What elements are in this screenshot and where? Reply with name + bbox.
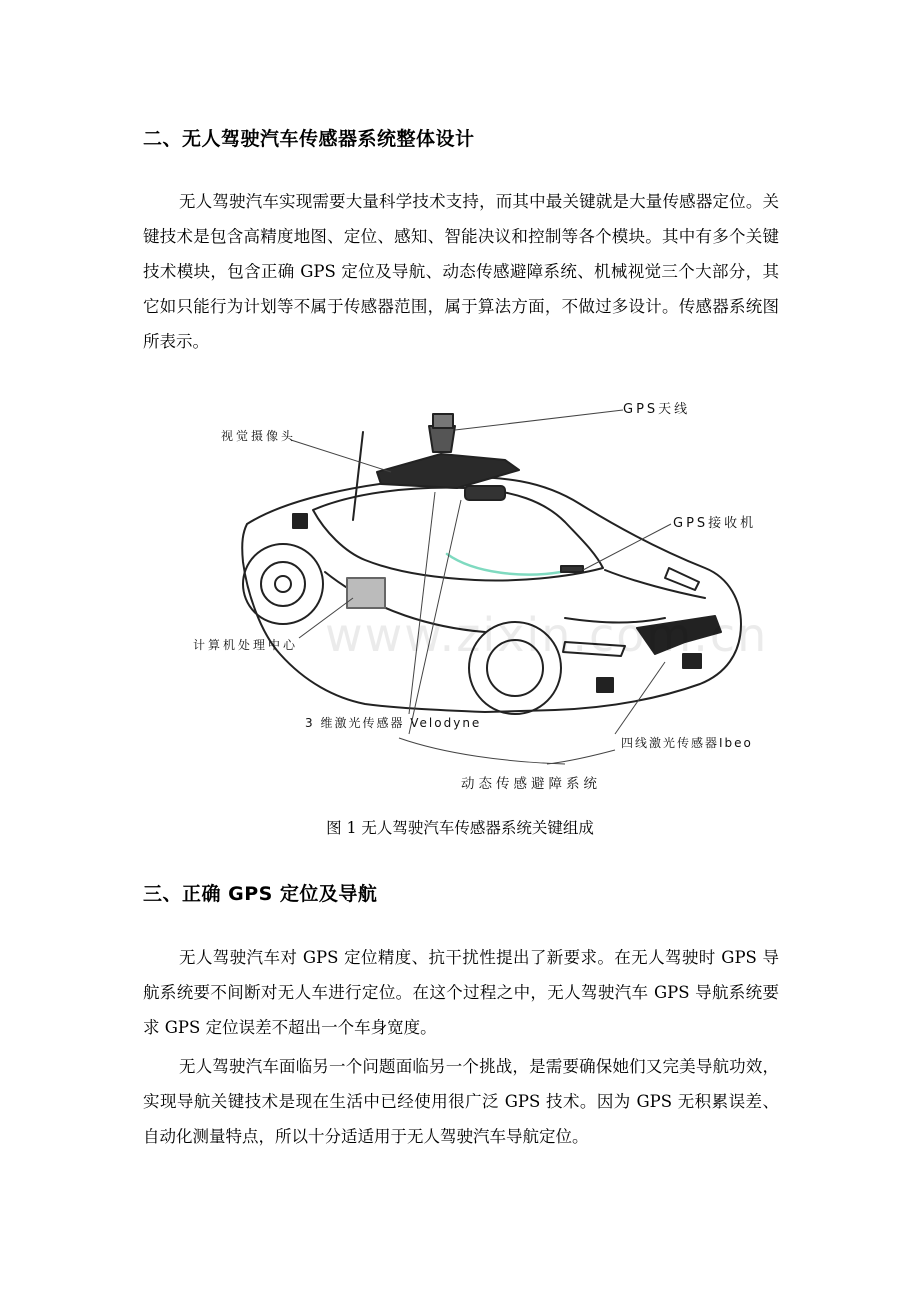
label-gps-receiver: GPS接收机 (673, 516, 757, 531)
section-2-paragraph: 无人驾驶汽车实现需要大量科学技术支持，而其中最关键就是大量传感器定位。关键技术是包含高精度地图、定位、感知、智能决议和控制等各个模块。其中有多个关键技术模块，包含正确 GPS 定位及导航、动态传感避障系统、机械视觉三个大部分，其它如只能行为计划等不属于传感器范围，属于算法方面，不做过多设计。传感器系统图所表示。 (143, 192, 779, 351)
section-3-paragraph-1: 无人驾驶汽车对 GPS 定位精度、抗干扰性提出了新要求。在无人驾驶时 GPS 导航系统要不间断对无人车进行定位。在这个过程之中，无人驾驶汽车 GPS 导航系统要求 GPS 定位误差不超出一个车身宽度。 (143, 948, 779, 1037)
watermark: www.zixin.com.cn (325, 608, 769, 662)
label-camera: 视觉摄像头 (221, 429, 297, 443)
label-velodyne: 3 维激光传感器 Velodyne (305, 716, 482, 730)
sensor-system-figure (185, 392, 785, 804)
label-gps-antenna: GPS天线 (623, 402, 691, 417)
section-2-title: 二、无人驾驶汽车传感器系统整体设计 (143, 128, 475, 150)
label-ibeo: 四线激光传感器Ibeo (621, 736, 753, 750)
label-obstacle-system: 动态传感避障系统 (461, 776, 601, 792)
section-3-title: 三、正确 GPS 定位及导航 (143, 883, 378, 905)
label-computer: 计算机处理中心 (193, 638, 299, 652)
figure-caption: 图 1 无人驾驶汽车传感器系统关键组成 (326, 819, 594, 837)
section-3-paragraph-2: 无人驾驶汽车面临另一个问题面临另一个挑战，是需要确保她们又完美导航功效，实现导航关键技术是现在生活中已经使用很广泛 GPS 技术。因为 GPS 无积累误差、自动化测量特点，所以十分适适用于无人驾驶汽车导航定位。 (143, 1057, 779, 1146)
